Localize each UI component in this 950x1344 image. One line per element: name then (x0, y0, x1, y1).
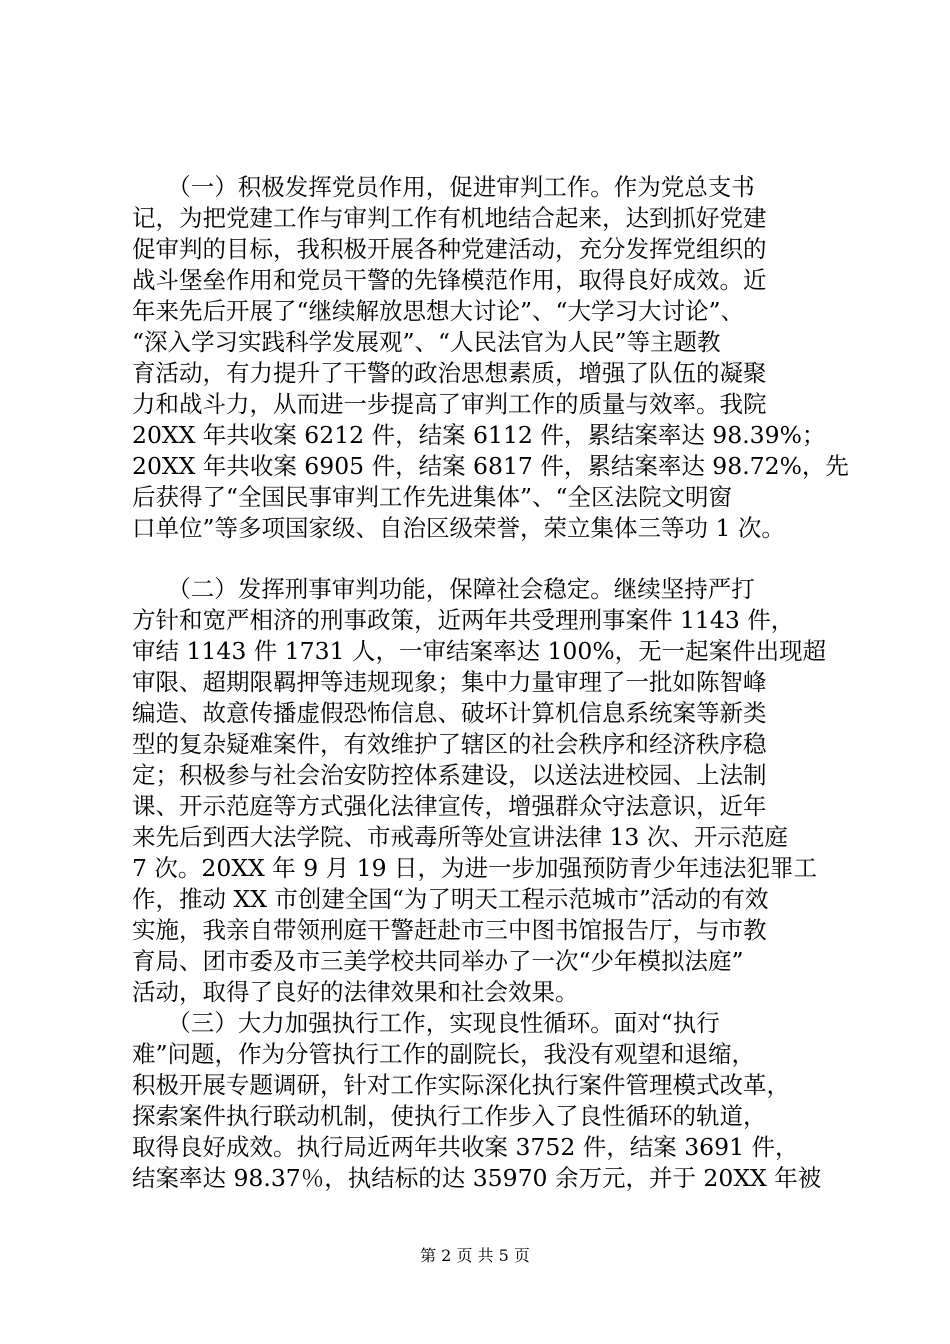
paragraph-2-line-13: 育局、团市委及市三美学校共同举办了一次“少年模拟法庭” (132, 947, 744, 975)
paragraph-3-line-4: 探索案件执行联动机制，使执行工作步入了良性循环的轨道， (132, 1102, 767, 1130)
paragraph-2-line-6: 型的复杂疑难案件，有效维护了辖区的社会秩序和经济秩序稳 (132, 730, 767, 758)
page-number-footer: 第 2 页 共 5 页 (420, 1246, 530, 1265)
paragraph-2-line-11: 作，推动 XX 市创建全国“为了明天工程示范城市”活动的有效 (132, 885, 769, 913)
paragraph-1-line-2: 记，为把党建工作与审判工作有机地结合起来，达到抓好党建 (132, 204, 767, 232)
paragraph-3-line-2: 难”问题，作为分管执行工作的副院长，我没有观望和退缩， (132, 1040, 756, 1068)
paragraph-1-line-7: 育活动，有力提升了干警的政治思想素质，增强了队伍的凝聚 (132, 359, 767, 387)
paragraph-2-line-14: 活动，取得了良好的法律效果和社会效果。 (132, 978, 579, 1006)
paragraph-2-line-1: （二）发挥刑事审判功能，保障社会稳定。继续坚持严打 (132, 575, 755, 603)
paragraph-2-line-10: 7 次。20XX 年 9 月 19 日，为进一步加强预防青少年违法犯罪工 (132, 854, 817, 882)
paragraph-3-line-3: 积极开展专题调研，针对工作实际深化执行案件管理模式改革， (132, 1071, 790, 1099)
paragraph-3-line-1: （三）大力加强执行工作，实现良性循环。面对“执行 (132, 1009, 720, 1037)
paragraph-1-line-1: （一）积极发挥党员作用，促进审判工作。作为党总支书 (132, 173, 755, 201)
paragraph-2-line-12: 实施，我亲自带领刑庭干警赶赴市三中图书馆报告厅，与市教 (132, 916, 767, 944)
paragraph-1-line-3: 促审判的目标，我积极开展各种党建活动，充分发挥党组织的 (132, 235, 767, 263)
paragraph-2-line-4: 审限、超期限羁押等违规现象；集中力量审理了一批如陈智峰 (132, 668, 767, 696)
paragraph-1-line-6: “深入学习实践科学发展观”、“人民法官为人民”等主题教 (132, 328, 721, 356)
paragraph-3-line-6: 结案率达 98.37％，执结标的达 35970 余万元，并于 20XX 年被 (132, 1164, 822, 1192)
paragraph-1-line-12: 口单位”等多项国家级、自治区级荣誉，荣立集体三等功 1 次。 (132, 514, 785, 542)
paragraph-2-line-2: 方针和宽严相济的刑事政策，近两年共受理刑事案件 1143 件， (132, 606, 795, 634)
paragraph-2-line-5: 编造、故意传播虚假恐怖信息、破坏计算机信息系统案等新类 (132, 699, 767, 727)
paragraph-2-line-8: 课、开示范庭等方式强化法律宣传，增强群众守法意识，近年 (132, 792, 767, 820)
paragraph-3-line-5: 取得良好成效。执行局近两年共收案 3752 件，结案 3691 件， (132, 1133, 799, 1161)
paragraph-2-line-7: 定；积极参与社会治安防控体系建设，以送法进校园、上法制 (132, 761, 767, 789)
paragraph-2-line-3: 审结 1143 件 1731 人，一审结案率达 100%，无一起案件出现超 (132, 637, 827, 665)
paragraph-1-line-9: 20XX 年共收案 6212 件，结案 6112 件，累结案率达 98.39%； (132, 421, 826, 449)
paragraph-1-line-4: 战斗堡垒作用和党员干警的先锋模范作用，取得良好成效。近 (132, 266, 767, 294)
paragraph-1-line-8: 力和战斗力，从而进一步提高了审判工作的质量与效率。我院 (132, 390, 767, 418)
paragraph-1-line-5: 年来先后开展了“继续解放思想大讨论”、“大学习大讨论”、 (132, 297, 745, 325)
paragraph-2-line-9: 来先后到西大法学院、市戒毒所等处宣讲法律 13 次、开示范庭 (132, 823, 788, 851)
paragraph-1-line-11: 后获得了“全国民事审判工作先进集体”、“全区法院文明窗 (132, 483, 733, 511)
paragraph-1-line-10: 20XX 年共收案 6905 件，结案 6817 件，累结案率达 98.72%，先 (132, 452, 849, 480)
